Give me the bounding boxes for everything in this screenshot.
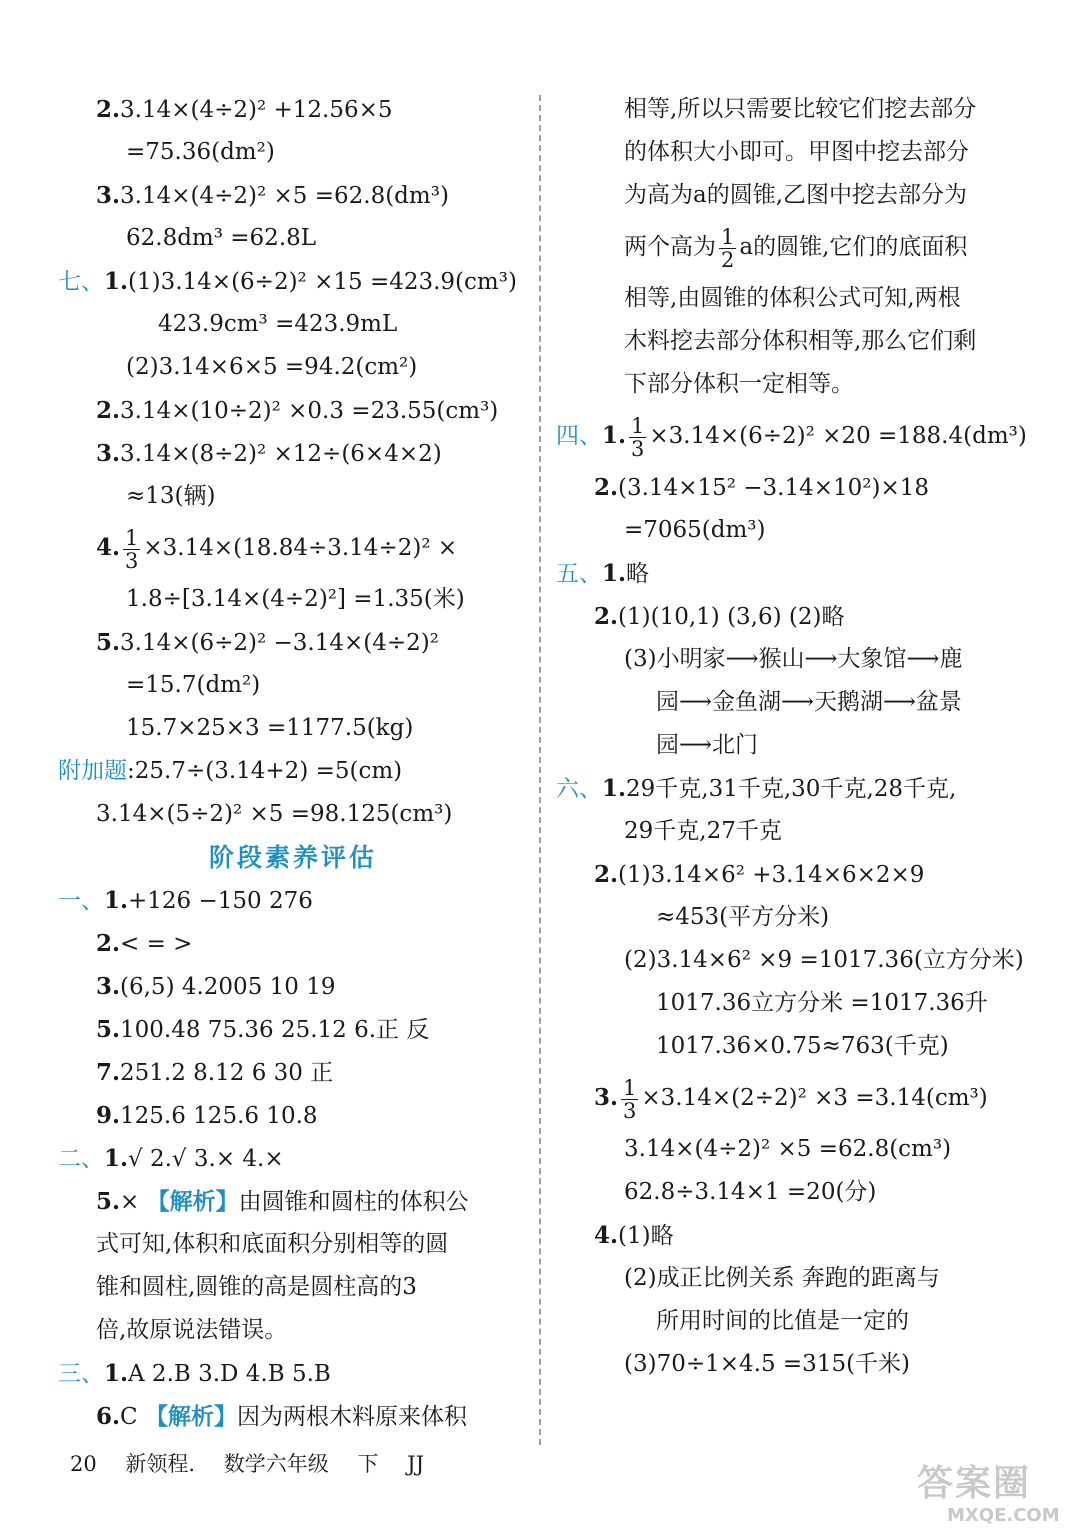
answer-line bbox=[556, 1214, 1026, 1257]
line-text: 3.14×(5÷2)² ×5 =98.125(cm³) bbox=[96, 801, 453, 827]
answer-line bbox=[556, 509, 1026, 552]
answer-line bbox=[556, 406, 1026, 466]
line-text: 3.14×(4÷2)² ×5 =62.8(dm³) bbox=[120, 183, 449, 209]
line-text: 因为两根木料原来体积 bbox=[236, 1404, 467, 1430]
line-text: 125.6 125.6 10.8 bbox=[120, 1103, 318, 1129]
answer-line bbox=[58, 793, 528, 836]
answer-line bbox=[58, 664, 528, 707]
item-number: 1. bbox=[104, 1145, 129, 1172]
answer-line bbox=[556, 1025, 1026, 1068]
fraction-denominator: 3 bbox=[623, 1098, 637, 1123]
line-text: (2)成正比例关系 奔跑的距离与 bbox=[624, 1265, 940, 1291]
answer-line bbox=[58, 750, 528, 793]
item-number: 2. bbox=[96, 96, 121, 123]
line-text: 略 bbox=[626, 561, 650, 587]
line-text: (2)3.14×6² ×9 =1017.36(立方分米) bbox=[624, 947, 1024, 973]
section-label: 一、 bbox=[58, 888, 104, 914]
answer-line bbox=[58, 922, 528, 965]
fraction bbox=[123, 527, 140, 572]
line-text: 木料挖去部分体积相等,那么它们剩 bbox=[624, 328, 977, 354]
line-text: 由圆锥和圆柱的体积公 bbox=[238, 1189, 469, 1215]
answer-line bbox=[58, 432, 528, 475]
item-number: 3. bbox=[96, 440, 121, 467]
item-number: 6. bbox=[96, 1403, 121, 1430]
page-footer bbox=[70, 1448, 446, 1478]
right-column bbox=[556, 88, 1026, 1386]
answer-line bbox=[58, 1352, 528, 1395]
answer-line bbox=[58, 260, 528, 303]
section-label: 二、 bbox=[58, 1146, 104, 1172]
line-text: ×3.14×(2÷2)² ×3 =3.14(cm³) bbox=[641, 1085, 988, 1111]
answer-line bbox=[556, 552, 1026, 595]
answer-line bbox=[556, 767, 1026, 810]
line-text: 100.48 75.36 25.12 6.正 反 bbox=[120, 1017, 430, 1043]
line-text: 相等,由圆锥的体积公式可知,两根 bbox=[624, 285, 961, 311]
answer-line bbox=[58, 1395, 528, 1438]
page-number: 20 bbox=[70, 1452, 97, 1476]
answer-line bbox=[58, 346, 528, 389]
line-text: (3)小明家⟶猴山⟶大象馆⟶鹿 bbox=[624, 646, 963, 672]
line-text: ≈453(平方分米) bbox=[656, 904, 830, 930]
answer-line bbox=[556, 277, 1026, 320]
answer-line bbox=[556, 1171, 1026, 1214]
line-text: 62.8dm³ =62.8L bbox=[126, 225, 317, 251]
section-label: 四、 bbox=[556, 423, 602, 449]
line-text: 3.14×(6÷2)² −3.14×(4÷2)² bbox=[120, 630, 439, 656]
answer-line bbox=[556, 217, 1026, 277]
edition: JJ bbox=[407, 1452, 425, 1476]
watermark-logo bbox=[897, 1455, 1060, 1530]
answer-line bbox=[58, 578, 528, 621]
answer-line bbox=[556, 88, 1026, 131]
fraction-numerator: 1 bbox=[125, 525, 139, 550]
answer-line bbox=[556, 1068, 1026, 1128]
line-text: (1)3.14×(6÷2)² ×15 =423.9(cm³) bbox=[128, 269, 517, 295]
answer-line bbox=[58, 518, 528, 578]
line-text: (3.14×15² −3.14×10²)×18 bbox=[618, 475, 930, 501]
fraction-numerator: 1 bbox=[631, 413, 645, 438]
line-text: 园⟶金鱼湖⟶天鹅湖⟶盆景 bbox=[656, 689, 962, 715]
item-number: 2. bbox=[594, 603, 619, 630]
item-number: 2. bbox=[594, 474, 619, 501]
answer-line bbox=[556, 939, 1026, 982]
answer-line bbox=[58, 965, 528, 1008]
item-number: 1. bbox=[602, 775, 627, 802]
line-text: ≈13(辆) bbox=[126, 483, 216, 509]
line-text: 3.14×(4÷2)² +12.56×5 bbox=[120, 97, 393, 123]
answer-line bbox=[556, 595, 1026, 638]
answer-line bbox=[58, 1223, 528, 1266]
item-number: 4. bbox=[594, 1222, 619, 1249]
line-prefix: × bbox=[120, 1189, 147, 1215]
answer-line bbox=[556, 1300, 1026, 1343]
watermark-url: MXQE.COM bbox=[947, 1505, 1060, 1526]
volume: 下 bbox=[357, 1452, 379, 1476]
answer-line bbox=[58, 217, 528, 260]
fraction bbox=[621, 1077, 638, 1122]
line-text: 园⟶北门 bbox=[656, 732, 758, 758]
column-divider bbox=[539, 95, 541, 1445]
answer-line bbox=[556, 363, 1026, 406]
line-text: (3)70÷1×4.5 =315(千米) bbox=[624, 1351, 911, 1377]
line-text: 251.2 8.12 6 30 正 bbox=[120, 1060, 334, 1086]
answer-line bbox=[58, 1309, 528, 1352]
fraction-numerator: 1 bbox=[623, 1075, 637, 1100]
fraction-denominator: 3 bbox=[631, 436, 645, 461]
line-text: (6,5) 4.2005 10 19 bbox=[120, 974, 336, 1000]
item-number: 1. bbox=[104, 1360, 129, 1387]
fraction bbox=[629, 415, 646, 460]
line-text: :25.7÷(3.14+2) =5(cm) bbox=[127, 758, 403, 784]
answer-line bbox=[556, 853, 1026, 896]
answer-line bbox=[556, 982, 1026, 1025]
item-number: 7. bbox=[96, 1059, 121, 1086]
answer-line bbox=[58, 1137, 528, 1180]
line-text: 倍,故原说法错误。 bbox=[96, 1317, 288, 1343]
answer-line bbox=[58, 88, 528, 131]
watermark-text: 答案圈 bbox=[917, 1463, 1032, 1504]
line-text: (1)(10,1) (3,6) (2)略 bbox=[618, 604, 845, 630]
answer-line bbox=[556, 131, 1026, 174]
line-prefix: C bbox=[120, 1404, 145, 1430]
line-text: (1)3.14×6² +3.14×6×2×9 bbox=[618, 862, 925, 888]
item-number: 2. bbox=[96, 930, 121, 957]
analysis-tag: 【解析】 bbox=[144, 1403, 237, 1430]
answer-line bbox=[556, 638, 1026, 681]
item-number: 3. bbox=[594, 1084, 619, 1111]
answer-line bbox=[58, 131, 528, 174]
fraction-denominator: 2 bbox=[721, 247, 735, 272]
answer-line bbox=[556, 320, 1026, 363]
answer-line bbox=[58, 707, 528, 750]
item-number: 5. bbox=[96, 1016, 121, 1043]
line-text: ×3.14×(6÷2)² ×20 =188.4(dm³) bbox=[649, 423, 1027, 449]
line-text: 423.9cm³ =423.9mL bbox=[158, 311, 398, 337]
item-number: 2. bbox=[96, 397, 121, 424]
line-text: 3.14×(10÷2)² ×0.3 =23.55(cm³) bbox=[120, 398, 499, 424]
line-text: 1.8÷[3.14×(4÷2)²] =1.35(米) bbox=[126, 586, 465, 612]
answer-line bbox=[556, 724, 1026, 767]
item-number: 3. bbox=[96, 182, 121, 209]
answer-line bbox=[58, 174, 528, 217]
answer-line bbox=[556, 1343, 1026, 1386]
line-text: a的圆锥,它们的底面积 bbox=[739, 234, 968, 260]
line-text: (2)3.14×6×5 =94.2(cm²) bbox=[126, 354, 418, 380]
item-number: 4. bbox=[96, 534, 121, 561]
answer-line bbox=[556, 810, 1026, 853]
answer-line bbox=[58, 1266, 528, 1309]
answer-line bbox=[58, 1180, 528, 1223]
section-label: 三、 bbox=[58, 1361, 104, 1387]
section-label: 六、 bbox=[556, 776, 602, 802]
item-number: 9. bbox=[96, 1102, 121, 1129]
section-label: 七、 bbox=[58, 269, 104, 295]
answer-line bbox=[556, 174, 1026, 217]
answer-line bbox=[556, 681, 1026, 724]
answer-line bbox=[58, 389, 528, 432]
fraction-numerator: 1 bbox=[721, 224, 735, 249]
answer-line bbox=[556, 466, 1026, 509]
line-text: 为高为a的圆锥,乙图中挖去部分为 bbox=[624, 182, 968, 208]
subject: 数学六年级 bbox=[223, 1452, 329, 1476]
answer-line bbox=[58, 879, 528, 922]
line-text: 15.7×25×3 =1177.5(kg) bbox=[126, 715, 414, 741]
item-number: 3. bbox=[96, 973, 121, 1000]
item-number: 5. bbox=[96, 1188, 121, 1215]
line-text: 式可知,体积和底面积分别相等的圆 bbox=[96, 1231, 449, 1257]
line-text: 锥和圆柱,圆锥的高是圆柱高的3 bbox=[96, 1274, 417, 1300]
line-text: =7065(dm³) bbox=[624, 517, 766, 543]
fraction bbox=[719, 226, 736, 271]
answer-line bbox=[556, 896, 1026, 939]
item-number: 1. bbox=[104, 887, 129, 914]
item-number: 5. bbox=[96, 629, 121, 656]
line-text: 29千克,31千克,30千克,28千克, bbox=[626, 776, 957, 802]
section-label: 附加题 bbox=[58, 758, 127, 784]
line-text: 29千克,27千克 bbox=[624, 818, 782, 844]
item-number: 1. bbox=[602, 422, 627, 449]
line-text: 相等,所以只需要比较它们挖去部分 bbox=[624, 96, 977, 122]
line-text: +126 −150 276 bbox=[128, 888, 313, 914]
answer-line bbox=[556, 1257, 1026, 1300]
line-text: ×3.14×(18.84÷3.14÷2)² × bbox=[143, 535, 458, 561]
line-text: < = > bbox=[120, 931, 193, 957]
line-text: √ 2.√ 3.× 4.× bbox=[128, 1146, 284, 1172]
book-title: 新领程. bbox=[125, 1452, 196, 1476]
line-text: =15.7(dm²) bbox=[126, 672, 261, 698]
answer-line bbox=[556, 1128, 1026, 1171]
answer-line bbox=[58, 303, 528, 346]
line-text: 1017.36立方分米 =1017.36升 bbox=[656, 990, 988, 1016]
line-text: 62.8÷3.14×1 =20(分) bbox=[624, 1179, 877, 1205]
line-text: A 2.B 3.D 4.B 5.B bbox=[128, 1361, 331, 1387]
line-text: 3.14×(4÷2)² ×5 =62.8(cm³) bbox=[624, 1136, 952, 1162]
line-text: 1017.36×0.75≈763(千克) bbox=[656, 1033, 949, 1059]
line-text: (1)略 bbox=[618, 1223, 674, 1249]
left-column bbox=[58, 88, 528, 1438]
line-text: =75.36(dm²) bbox=[126, 139, 275, 165]
section-label: 五、 bbox=[556, 561, 602, 587]
line-text: 下部分体积一定相等。 bbox=[624, 371, 854, 397]
answer-line bbox=[58, 1051, 528, 1094]
item-number: 1. bbox=[602, 560, 627, 587]
answer-line bbox=[58, 1094, 528, 1137]
item-number: 2. bbox=[594, 861, 619, 888]
fraction-denominator: 3 bbox=[125, 548, 139, 573]
answer-line bbox=[58, 621, 528, 664]
answer-line bbox=[58, 475, 528, 518]
analysis-tag: 【解析】 bbox=[146, 1188, 239, 1215]
line-text: 3.14×(8÷2)² ×12÷(6×4×2) bbox=[120, 441, 442, 467]
section-heading: 阶段素养评估 bbox=[208, 843, 377, 872]
item-number: 1. bbox=[104, 268, 129, 295]
line-text: 所用时间的比值是一定的 bbox=[656, 1308, 909, 1334]
line-prefix: 两个高为 bbox=[624, 234, 716, 260]
line-text: 的体积大小即可。甲图中挖去部分 bbox=[624, 139, 969, 165]
answer-line bbox=[58, 1008, 528, 1051]
